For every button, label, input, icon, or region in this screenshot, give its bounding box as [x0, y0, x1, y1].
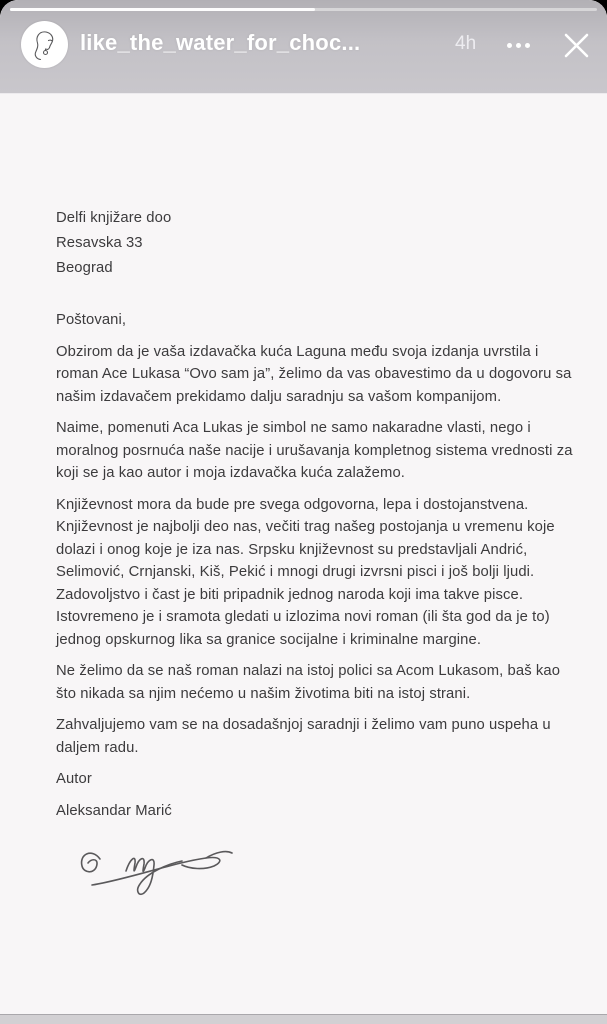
- signature: [70, 835, 250, 897]
- letter-recipient-block: [56, 206, 580, 281]
- line-art-face-avatar-icon: [28, 28, 62, 62]
- more-options-icon: [525, 43, 530, 48]
- more-options-icon: [507, 43, 512, 48]
- recipient-line: Resavska 33: [56, 235, 143, 251]
- letter-closing-name: Aleksandar Marić: [56, 802, 172, 819]
- story-progress-track: [10, 8, 597, 11]
- recipient-line: Beograd: [56, 260, 113, 276]
- letter-paragraph: Književnost mora da bude pre svega odgovorna, lepa i dostojanstvena. Književnost je najbolji deo nas, večiti trag našeg postojanja u vremenu koje dolazi i onog koje je iza nas. Srpsku književnost su predstavljali Andrić, Selimović, Crnjanski, Kiš, Pekić i mnogi drugi izvrsni pisci i još bolji ljudi. Zadovoljstvo i čast je biti pripadnik jednog naroda koji ima takve pisce. Istovremeno je i sramota gledati u izlozima novi roman (ili šta god da je to) jednog opskurnog lika sa granice socijalne i kriminalne margine.: [56, 496, 555, 648]
- close-story-button[interactable]: [553, 24, 599, 66]
- page-bottom-edge: [0, 1014, 607, 1024]
- profile-avatar[interactable]: [21, 21, 68, 68]
- story-timestamp: 4h: [455, 33, 477, 54]
- letter-closing-role: Autor: [56, 771, 92, 787]
- story-username[interactable]: like_the_water_for_choc...: [80, 30, 361, 55]
- letter-paragraph: Zahvaljujemo vam se na dosadašnjoj saradnji i želimo vam puno uspeha u daljem radu.: [56, 717, 551, 756]
- letter-document: [56, 206, 580, 905]
- more-options-button[interactable]: [497, 30, 539, 60]
- more-options-icon: [516, 43, 521, 48]
- letter-salutation: Poštovani,: [56, 312, 127, 328]
- letter-paragraph: Naime, pomenuti Aca Lukas je simbol ne samo nakaradne vlasti, nego i moralnog posrnuća naše nacije i urušavanja kompletnog sistema vrednosti za koji se ja kao autor i moja izdavačka kuća zalažemo.: [56, 420, 573, 481]
- close-icon: [563, 32, 590, 59]
- letter-paragraph: Ne želimo da se naš roman nalazi na istoj polici sa Acom Lukasom, baš kao što nikada sa njim nećemo u našim životima biti na istoj strani.: [56, 663, 561, 702]
- letter-paragraph: Obzirom da je vaša izdavačka kuća Laguna među svoja izdanja uvrstila i roman Ace Lukasa “Ovo sam ja”, želimo da vas obavestimo da u dogovoru sa našim izdavačem prekidamo dalju saradnju sa vašom kompanijom.: [56, 343, 572, 405]
- story-header: [0, 0, 607, 94]
- recipient-line: Delfi knjižare doo: [56, 210, 172, 226]
- story-progress-fill: [10, 8, 315, 11]
